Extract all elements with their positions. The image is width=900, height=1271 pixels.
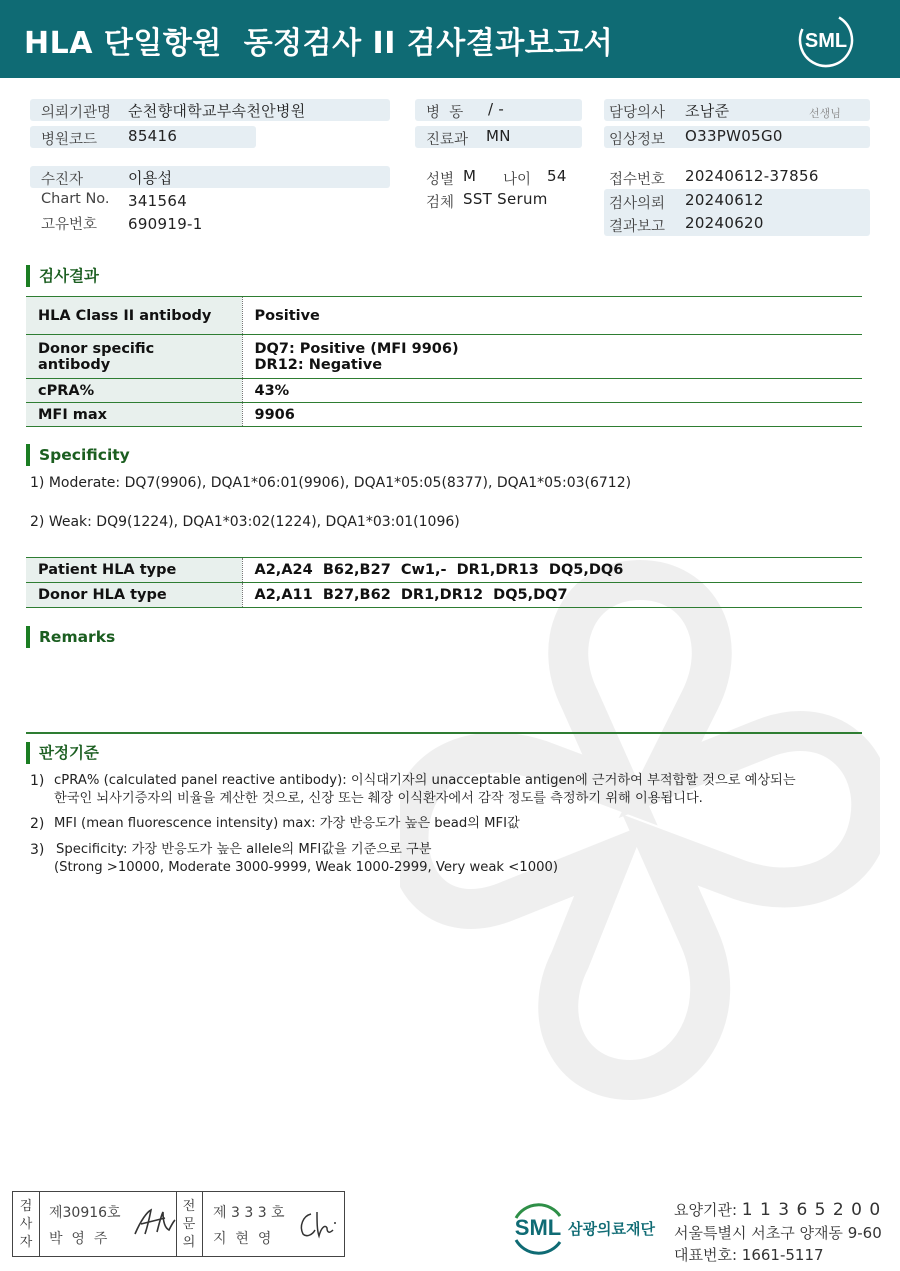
org-name: 삼광의료재단: [568, 1220, 655, 1238]
ward-value: / -: [488, 100, 505, 118]
result-value: 43%: [242, 379, 862, 403]
dept-value: MN: [486, 127, 511, 145]
doctor-suffix: 선생님: [809, 107, 841, 120]
signature-box: [12, 1191, 345, 1257]
examinee-bg: [30, 166, 390, 188]
result-key: HLA Class II antibody: [26, 297, 242, 335]
dept-label: 진료과: [426, 132, 469, 148]
chart-label: Chart No.: [41, 191, 110, 207]
specialist-signature-icon: [295, 1208, 339, 1240]
clinical-label: 임상정보: [609, 132, 666, 148]
dsa-line-1: DQ7: Positive (MFI 9906): [254, 340, 459, 357]
doctor-label: 담당의사: [609, 105, 666, 121]
result-value: Positive: [242, 297, 862, 335]
specimen-label: 검체: [426, 195, 455, 211]
criteria-3-line-b: (Strong >10000, Moderate 3000-9999, Weak 1000-2999, Very weak <1000): [54, 860, 559, 875]
request-label: 검사의뢰: [609, 196, 666, 212]
remarks-divider: [26, 732, 862, 734]
result-key: MFI max: [26, 403, 242, 427]
receipt-label: 접수번호: [609, 172, 666, 188]
remarks-section-title: Remarks: [26, 626, 115, 648]
ward-label: 병 동: [426, 105, 464, 121]
address: 서울특별시 서초구 양재동 9-60: [674, 1224, 882, 1242]
results-table: [26, 296, 862, 427]
criteria-num-2: 2): [30, 816, 45, 832]
institution-value: 순천향대학교부속천안병원: [128, 102, 306, 120]
hospital-code-value: 85416: [128, 127, 178, 145]
result-key: cPRA%: [26, 379, 242, 403]
hla-type-table: [26, 557, 862, 608]
table-row: [26, 558, 862, 583]
table-row: [26, 297, 862, 335]
age-value: 54: [547, 167, 567, 185]
criteria-1-line-b: 한국인 뇌사기증자의 비율을 계산한 것으로, 신장 또는 췌장 이식환자에서 감작 정도를 측정하기 위해 이용됩니다.: [54, 791, 703, 806]
tester-name: 박 영 주: [49, 1231, 108, 1247]
institution-code-label: 요양기관:: [674, 1201, 738, 1219]
report-title: HLA 단일항원 동정검사 II 검사결과보고서: [24, 26, 614, 61]
unique-value: 690919-1: [128, 215, 203, 233]
specimen-value: SST Serum: [463, 190, 548, 208]
hla-key: Patient HLA type: [26, 558, 242, 583]
phone-value: 1661-5117: [741, 1246, 824, 1264]
sex-label: 성별: [426, 172, 455, 188]
criteria-2: MFI (mean fluorescence intensity) max: 가장 반응도가 높은 bead의 MFI값: [54, 816, 520, 831]
hla-value: A2,A11 B27,B62 DR1,DR12 DQ5,DQ7: [242, 583, 862, 608]
dsa-line-2: DR12: Negative: [254, 356, 383, 373]
criteria-num-3: 3): [30, 842, 45, 858]
hla-value: A2,A24 B62,B27 Cw1,- DR1,DR13 DQ5,DQ6: [242, 558, 862, 583]
table-row: [26, 335, 862, 379]
tester-license-no: 제30916호: [49, 1205, 121, 1221]
receipt-value: 20240612-37856: [685, 167, 819, 185]
result-key: Donor specific antibody: [26, 335, 242, 379]
sml-footer-logo-icon: [508, 1200, 568, 1256]
hla-key: Donor HLA type: [26, 583, 242, 608]
report-label: 결과보고: [609, 219, 666, 235]
specialist-vertical-label: 전 문 의: [182, 1199, 196, 1250]
criteria-section-title: 판정기준: [26, 742, 99, 764]
report-header: [0, 0, 900, 78]
results-section-title: 검사결과: [26, 265, 99, 287]
specificity-moderate: 1) Moderate: DQ7(9906), DQA1*06:01(9906), DQA1*05:05(8377), DQA1*05:03(6712): [30, 475, 632, 491]
watermark-logo-icon: [400, 560, 880, 1120]
hospital-code-label: 병원코드: [41, 132, 98, 148]
criteria-3-line-a: Specificity: 가장 반응도가 높은 allele의 MFI값을 기준으로 구분: [56, 842, 432, 857]
institution-code-value: 1 1 3 6 5 2 0 0: [741, 1200, 882, 1220]
phone: [674, 1244, 824, 1265]
clinical-value: O33PW05G0: [685, 127, 783, 145]
sml-logo-icon: [798, 12, 854, 68]
specialist-license-no: 제 3 3 3 호: [213, 1205, 285, 1221]
sex-value: M: [463, 167, 477, 185]
examinee-label: 수진자: [41, 172, 84, 188]
unique-label: 고유번호: [41, 217, 98, 233]
tester-signature-icon: [131, 1206, 177, 1240]
result-value: [242, 335, 862, 379]
footer-logo-text: SML: [514, 1215, 562, 1240]
request-value: 20240612: [685, 191, 764, 209]
criteria-1-line-a: cPRA% (calculated panel reactive antibody): 이식대기자의 unacceptable antigen에 근거하여 부적합할 것으로 예상되는: [54, 773, 796, 788]
institution-label: 의뢰기관명: [41, 105, 112, 121]
specificity-section-title: Specificity: [26, 444, 130, 466]
table-row: [26, 403, 862, 427]
header-logo-text: SML: [804, 30, 848, 52]
phone-label: 대표번호:: [674, 1246, 738, 1264]
examinee-value: 이용섭: [128, 169, 173, 187]
institution-code: [674, 1199, 881, 1220]
result-value: 9906: [242, 403, 862, 427]
doctor-value: 조남준: [685, 102, 730, 120]
specialist-name: 지 현 영: [213, 1231, 272, 1247]
table-row: [26, 583, 862, 608]
tester-vertical-label: 검 사 자: [19, 1199, 33, 1250]
table-row: [26, 379, 862, 403]
chart-value: 341564: [128, 192, 188, 210]
criteria-num-1: 1): [30, 773, 45, 789]
report-value: 20240620: [685, 214, 764, 232]
specificity-weak: 2) Weak: DQ9(1224), DQA1*03:02(1224), DQA1*03:01(1096): [30, 514, 460, 530]
age-label: 나이: [503, 172, 532, 188]
